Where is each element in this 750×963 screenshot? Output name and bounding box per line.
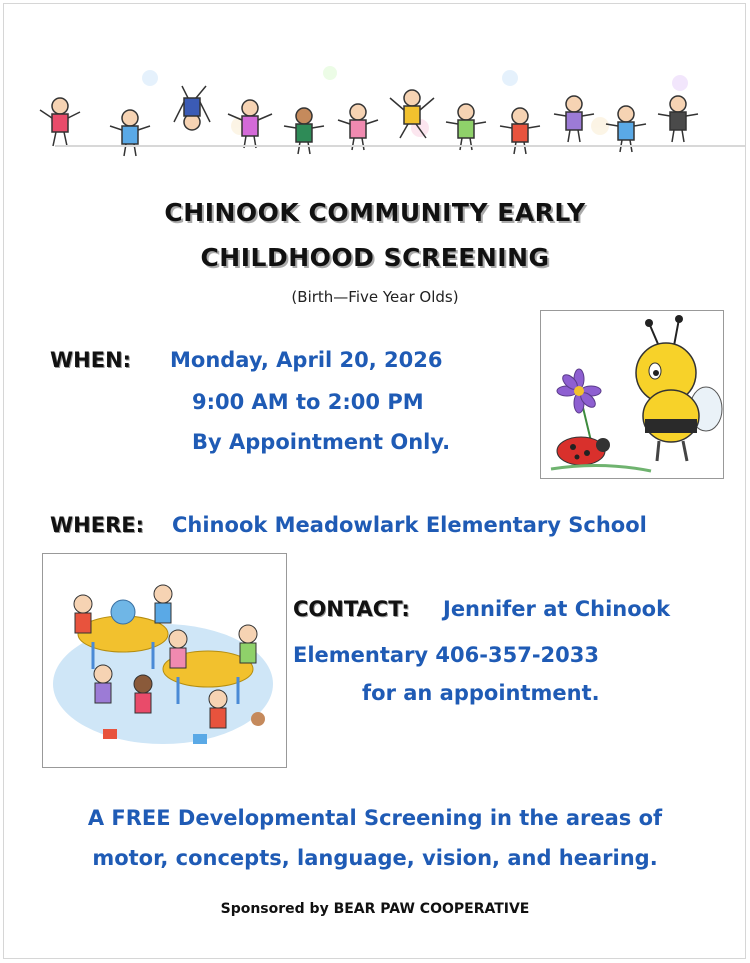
sponsor-text: Sponsored by BEAR PAW COOPERATIVE [220,901,530,917]
children-classroom-illustration [42,553,287,768]
contact-line-3: for an appointment. [362,681,600,705]
where-location: Chinook Meadowlark Elementary School [172,513,647,537]
children-banner-illustration [30,48,720,166]
bee-with-flower-illustration [540,310,724,479]
contact-line-2: Elementary 406-357-2033 [293,643,599,667]
title-line-2: CHILDHOOD SCREENING [200,243,550,272]
contact-label: CONTACT: [293,597,410,621]
when-appointment-note: By Appointment Only. [192,430,451,454]
when-date: Monday, April 20, 2026 [170,348,443,372]
banner-divider [55,145,745,147]
contact-line-1: Jennifer at Chinook [443,597,671,621]
title-line-1: CHINOOK COMMUNITY EARLY [164,198,586,227]
where-label: WHERE: [50,513,144,537]
when-time: 9:00 AM to 2:00 PM [192,390,424,414]
when-label: WHEN: [50,348,132,372]
screening-description-line-1: A FREE Developmental Screening in the areas of [87,806,663,830]
age-range-subtitle: (Birth—Five Year Olds) [291,288,459,306]
screening-description-line-2: motor, concepts, language, vision, and hearing. [92,846,658,870]
